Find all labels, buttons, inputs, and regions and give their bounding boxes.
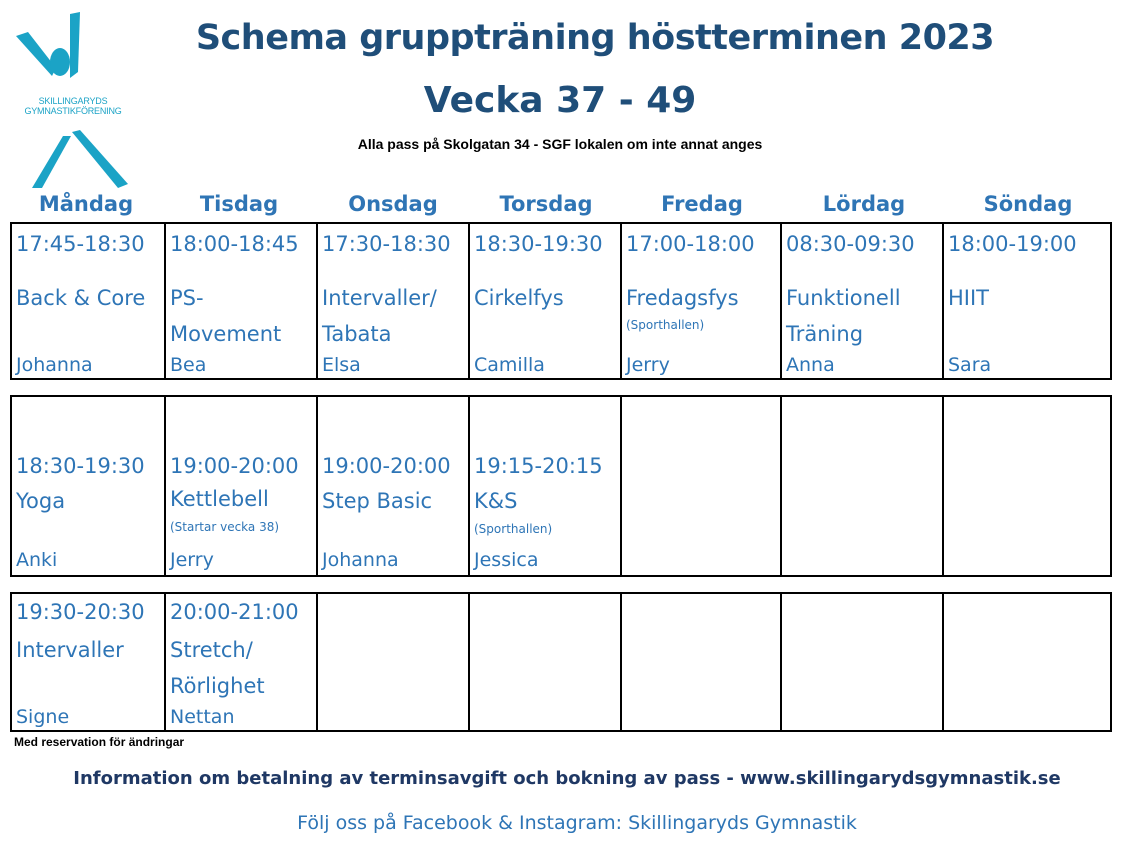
payment-info: Information om betalning av terminsavgift och bokning av pass - www.skillingarydsgymnastik.se — [73, 768, 1061, 789]
session-instructor: Anna — [786, 354, 835, 376]
session-location: (Sporthallen) — [474, 522, 553, 536]
schedule-row-1 — [10, 222, 1112, 380]
session-class: Kettlebell — [170, 487, 269, 511]
session-cell — [12, 224, 164, 378]
session-class: Yoga — [16, 489, 66, 513]
session-class: Back & Core — [16, 286, 146, 310]
session-cell — [780, 224, 944, 378]
session-cell — [620, 224, 782, 378]
empty-cell — [316, 594, 470, 730]
logo-text-line1: SKILLINGARYDS — [38, 96, 108, 106]
week-range: Vecka 37 - 49 — [423, 80, 697, 121]
session-instructor: Johanna — [16, 354, 93, 376]
day-header-wednesday: Onsdag — [348, 192, 438, 216]
session-class: Intervaller/ Tabata — [322, 286, 437, 346]
session-time: 19:30-20:30 — [16, 600, 145, 624]
session-class: Cirkelfys — [474, 286, 564, 310]
session-time: 17:30-18:30 — [322, 232, 451, 256]
session-class: Stretch/ Rörlighet — [170, 638, 265, 698]
day-header-tuesday: Tisdag — [199, 192, 279, 216]
session-class: Intervaller — [16, 638, 124, 662]
session-time: 19:15-20:15 — [474, 454, 603, 478]
session-instructor: Johanna — [322, 549, 399, 571]
social-follow: Följ oss på Facebook & Instagram: Skillingaryds Gymnastik — [297, 812, 857, 834]
session-time: 17:00-18:00 — [626, 232, 755, 256]
session-instructor: Signe — [16, 706, 70, 728]
empty-cell — [780, 397, 944, 575]
club-logo — [8, 8, 138, 190]
session-cell — [12, 397, 164, 575]
session-cell — [468, 224, 622, 378]
empty-cell — [620, 594, 782, 730]
session-class: Funktionell Träning — [786, 286, 901, 346]
session-time: 18:30-19:30 — [474, 232, 603, 256]
session-cell — [468, 397, 622, 575]
empty-cell — [780, 594, 944, 730]
session-location: (Startar vecka 38) — [170, 520, 280, 534]
session-instructor: Camilla — [474, 354, 545, 376]
day-header-monday: Måndag — [38, 192, 134, 216]
session-class: PS-Movement — [170, 286, 282, 346]
session-time: 18:30-19:30 — [16, 454, 145, 478]
session-time: 19:00-20:00 — [170, 454, 299, 478]
session-instructor: Anki — [16, 549, 58, 571]
session-instructor: Elsa — [322, 354, 361, 376]
schedule-row-2 — [10, 395, 1112, 577]
session-time: 17:45-18:30 — [16, 232, 145, 256]
empty-cell — [942, 594, 1112, 730]
session-cell — [316, 224, 470, 378]
session-instructor: Jessica — [474, 549, 539, 571]
session-cell — [164, 397, 318, 575]
empty-cell — [620, 397, 782, 575]
session-class: Fredagsfys — [626, 286, 739, 310]
session-class: K&S — [474, 489, 518, 513]
session-location: (Sporthallen) — [626, 318, 705, 332]
location-note: Alla pass på Skolgatan 34 - SGF lokalen om inte annat anges — [357, 136, 763, 152]
session-cell — [164, 594, 318, 730]
session-cell — [316, 397, 470, 575]
session-class: Step Basic — [322, 489, 433, 513]
session-class: HIIT — [948, 286, 990, 310]
session-time: 08:30-09:30 — [786, 232, 915, 256]
session-instructor: Jerry — [170, 549, 214, 571]
session-cell — [942, 224, 1112, 378]
day-headers — [10, 192, 1110, 222]
page-title: Schema gruppträning höstterminen 2023 — [195, 18, 995, 58]
schedule-row-3 — [10, 592, 1112, 732]
empty-cell — [468, 594, 622, 730]
session-instructor: Bea — [170, 354, 207, 376]
day-header-thursday: Torsdag — [499, 192, 593, 216]
session-instructor: Sara — [948, 354, 992, 376]
empty-cell — [942, 397, 1112, 575]
reservation-note: Med reservation för ändringar — [14, 735, 185, 749]
session-cell — [164, 224, 318, 378]
day-header-sunday: Söndag — [983, 192, 1073, 216]
session-instructor: Jerry — [626, 354, 670, 376]
session-cell — [12, 594, 164, 730]
session-time: 20:00-21:00 — [170, 600, 299, 624]
session-time: 18:00-18:45 — [170, 232, 299, 256]
day-header-friday: Fredag — [661, 192, 743, 216]
session-instructor: Nettan — [170, 706, 235, 728]
session-time: 19:00-20:00 — [322, 454, 451, 478]
logo-text-line2: GYMNASTIKFÖRENING — [24, 106, 122, 116]
day-header-saturday: Lördag — [822, 192, 906, 216]
session-time: 18:00-19:00 — [948, 232, 1077, 256]
